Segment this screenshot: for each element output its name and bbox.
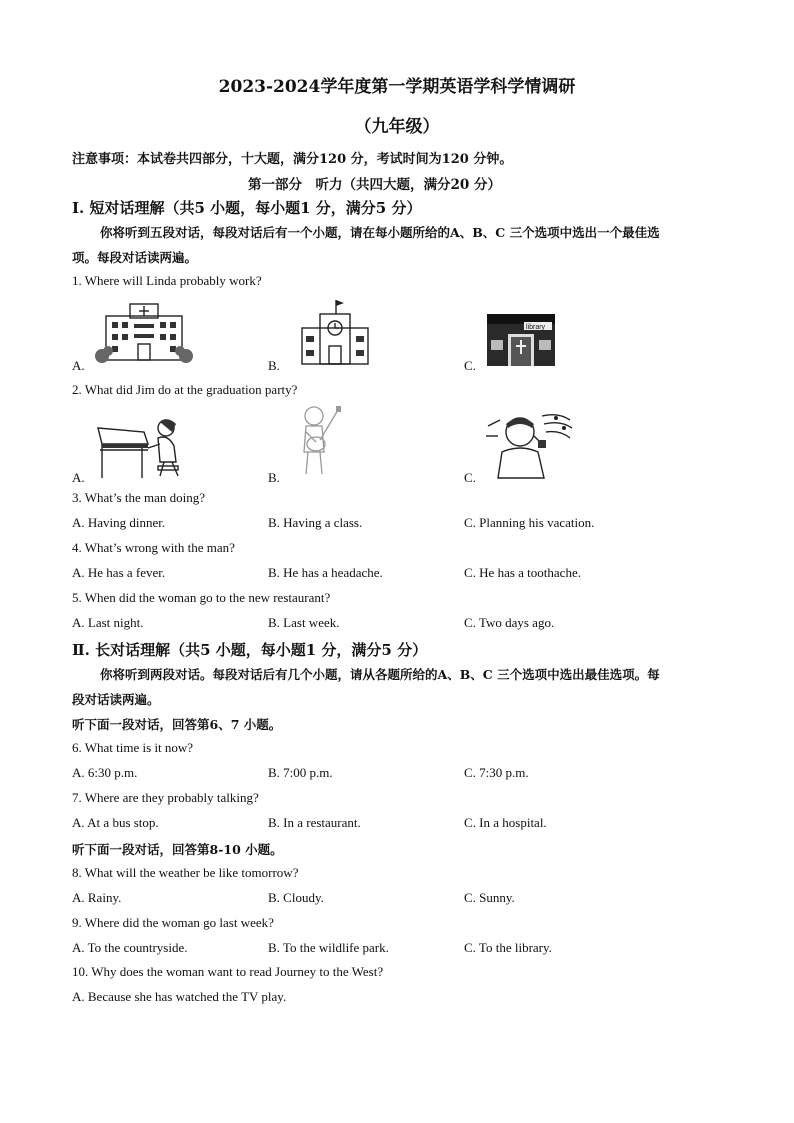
q8-option-a: A. Rainy. [72, 890, 122, 905]
section2-instruction-2: 段对话读两遍。 [72, 692, 160, 707]
section2-title: Ⅱ. 长对话理解（共5 小题，每小题1 分，满分5 分） [72, 641, 428, 659]
q4-stem: 4. What’s wrong with the man? [72, 540, 235, 555]
q10-stem: 10. Why does the woman want to read Journey to the West? [72, 964, 384, 979]
q9-option-b: B. To the wildlife park. [268, 940, 389, 955]
q6-option-b: B. 7:00 p.m. [268, 765, 333, 780]
q9-stem: 9. Where did the woman go last week? [72, 915, 274, 930]
q4-option-c: C. He has a toothache. [464, 565, 581, 580]
q5-option-b: B. Last week. [268, 615, 340, 630]
q7-option-c: C. In a hospital. [464, 815, 547, 830]
q8-option-c: C. Sunny. [464, 890, 515, 905]
grade-label: （九年级） [354, 117, 440, 137]
part1-title: 第一部分 听力（共四大题，满分20 分） [248, 177, 501, 193]
q5-option-a: A. Last night. [72, 615, 144, 630]
q5-stem: 5. When did the woman go to the new restaurant? [72, 590, 331, 605]
section1-instruction-1: 你将听到五段对话，每段对话后有一个小题，请在每小题所给的A、B、C 三个选项中选出一个最佳选 [100, 225, 660, 240]
section1-title: Ⅰ. 短对话理解（共5 小题，每小题1 分，满分5 分） [72, 199, 422, 217]
singer-icon [484, 406, 574, 482]
q8-stem: 8. What will the weather be like tomorrow? [72, 865, 299, 880]
q6-option-c: C. 7:30 p.m. [464, 765, 529, 780]
q7-option-a: A. At a bus stop. [72, 815, 159, 830]
q10-option-a: A. Because she has watched the TV play. [72, 989, 287, 1004]
q6-stem: 6. What time is it now? [72, 740, 194, 755]
piano-player-icon [94, 410, 190, 482]
dialog1-note: 听下面一段对话，回答第6、7 小题。 [72, 717, 282, 732]
notice: 注意事项：本试卷共四部分，十大题，满分120 分，考试时间为120 分钟。 [72, 152, 513, 167]
q9-option-c: C. To the library. [464, 940, 552, 955]
q1-option-c: C. [464, 358, 476, 373]
hospital-icon [94, 298, 194, 366]
section2-instruction-1: 你将听到两段对话。每段对话后有几个小题，请从各题所给的A、B、C 三个选项中选出最佳选项。每 [100, 667, 660, 682]
q3-option-a: A. Having dinner. [72, 515, 166, 530]
section1-instruction-2: 项。每段对话读两遍。 [72, 250, 198, 265]
school-icon [300, 298, 370, 368]
q7-option-b: B. In a restaurant. [268, 815, 361, 830]
q6-option-a: A. 6:30 p.m. [72, 765, 138, 780]
library-icon [486, 310, 556, 368]
q9-option-a: A. To the countryside. [72, 940, 188, 955]
q2-option-a: A. [72, 470, 85, 485]
dialog2-note: 听下面一段对话，回答第8-10 小题。 [72, 842, 283, 857]
exam-title: 2023-2024学年度第一学期英语学科学情调研 [218, 77, 576, 97]
q8-option-b: B. Cloudy. [268, 890, 324, 905]
q1-option-b: B. [268, 358, 280, 373]
q4-option-b: B. He has a headache. [268, 565, 383, 580]
guitar-player-icon [290, 402, 350, 480]
q3-option-c: C. Planning his vacation. [464, 515, 595, 530]
q2-option-b: B. [268, 470, 280, 485]
q5-option-c: C. Two days ago. [464, 615, 555, 630]
q1-stem: 1. Where will Linda probably work? [72, 273, 262, 288]
q1-option-a: A. [72, 358, 85, 373]
q7-stem: 7. Where are they probably talking? [72, 790, 259, 805]
library-sign: library [526, 324, 546, 331]
q3-option-b: B. Having a class. [268, 515, 363, 530]
q3-stem: 3. What’s the man doing? [72, 490, 205, 505]
q4-option-a: A. He has a fever. [72, 565, 166, 580]
q2-stem: 2. What did Jim do at the graduation party? [72, 382, 298, 397]
q2-option-c: C. [464, 470, 476, 485]
